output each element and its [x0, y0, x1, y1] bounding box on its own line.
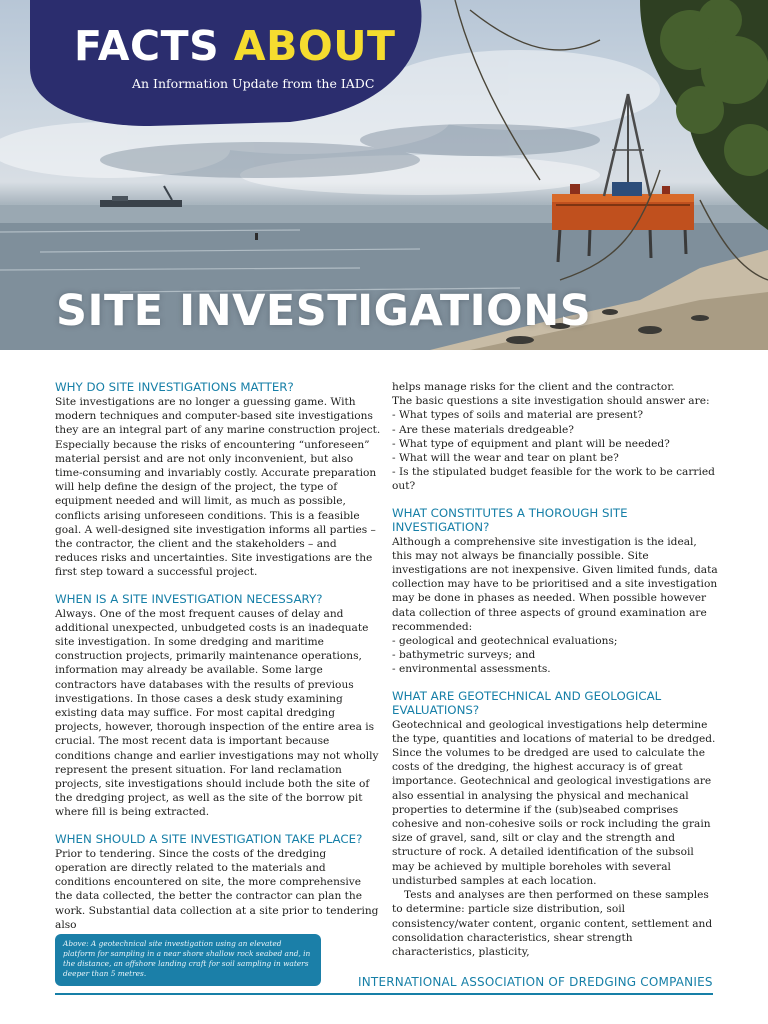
- list-item: - What will the wear and tear on plant be?: [392, 451, 718, 465]
- section-paragraph: Prior to tendering. Since the costs of the dredging operation are directly related to the materials and conditions encountered on site, the more comprehensive the data collected, the better the contractor can plan the work. Substantial data collection at a site prior to tendering also: [55, 847, 379, 931]
- organization-name: INTERNATIONAL ASSOCIATION OF DREDGING COMPANIES: [358, 975, 713, 989]
- section-heading: WHY DO SITE INVESTIGATIONS MATTER?: [55, 380, 294, 394]
- section-heading: WHAT ARE GEOTECHNICAL AND GEOLOGICAL EVALUATIONS?: [392, 688, 662, 717]
- continuation-paragraph: helps manage risks for the client and the contractor.: [392, 381, 675, 393]
- left-column: [55, 380, 381, 932]
- hero-photo: [0, 0, 768, 350]
- right-column: [392, 380, 718, 959]
- title-facts: FACTS: [74, 22, 220, 70]
- facts-about-subtitle: An Information Update from the IADC: [132, 76, 375, 91]
- examination-list: [392, 634, 718, 677]
- list-item: - What type of equipment and plant will be needed?: [392, 437, 718, 451]
- section-paragraph: Always. One of the most frequent causes of delay and additional unexpected, unbudgeted costs is an inadequate site investigation. In some dredging and maritime construction projects, primarily maintenance operations, information may already be available. Some large contractors have databases with the results of previous investigations. In those cases a desk study examining existing data may suffice. For most capital dredging projects, however, thorough inspection of the entire area is crucial. The most recent data is important because conditions change and earlier investigations may not wholly represent the present situation. For land reclamation projects, site investigations should include both the site of the dredging project, as well as the site of the borrow pit where fill is being extracted.: [55, 607, 379, 819]
- footer-divider: [55, 993, 713, 995]
- list-item: - bathymetric surveys; and: [392, 648, 718, 662]
- page-title: SITE INVESTIGATIONS: [56, 286, 592, 336]
- section-heading: WHEN SHOULD A SITE INVESTIGATION TAKE PLACE?: [55, 831, 363, 846]
- list-item: - geological and geotechnical evaluations;: [392, 634, 718, 648]
- list-item: - Are these materials dredgeable?: [392, 423, 718, 437]
- questions-intro: The basic questions a site investigation should answer are:: [392, 395, 710, 408]
- landing-craft-silhouette: [100, 186, 182, 207]
- section-heading: WHEN IS A SITE INVESTIGATION NECESSARY?: [55, 591, 323, 606]
- photo-caption: Above: A geotechnical site investigation using an elevated platform for sampling in a near shore shallow rock seabed and, in the distance, an offshore landing craft for soil sampling in waters deeper than 5 metres.: [55, 934, 321, 986]
- list-item: - environmental assessments.: [392, 662, 718, 676]
- section-paragraph: Site investigations are no longer a guessing game. With modern techniques and computer-based site investigations they are an integral part of any marine construction project. Especially because the risks of encountering “unforeseen” material persist and are not only inconvenient, but also time-consuming and invariably costly. Accurate preparation will help define the design of the project, the type of equipment needed and will limit, as much as possible, conflicts arising unforeseen conditions. This is a feasible goal. A well-designed site investigation informs all parties – the contractor, the client and the stakeholders – and reduces risks and uncertainties. Site investigations are the first step toward a successful project.: [55, 396, 381, 579]
- section-paragraph: Tests and analyses are then performed on these samples to determine: particle size distribution, soil consistency/water content, organic content, settlement and consolidation characteristics, shear strength characteristics, plasticity,: [392, 889, 713, 958]
- facts-about-title: [74, 22, 396, 70]
- questions-list: [392, 408, 718, 493]
- title-about: ABOUT: [233, 22, 396, 70]
- section-heading: WHAT CONSTITUTES A THOROUGH SITE INVESTIGATION?: [392, 505, 628, 534]
- list-item: - Is the stipulated budget feasible for the work to be carried out?: [392, 465, 718, 493]
- list-item: - What types of soils and material are present?: [392, 408, 718, 422]
- section-paragraph: Geotechnical and geological investigations help determine the type, quantities and locations of material to be dredged. Since the volumes to be dredged are used to calculate the costs of the dredging, the highest accuracy is of great importance. Geotechnical and geological investigations are also essential in analysing the physical and mechanical properties to determine if the (sub)seabed comprises cohesive and non-cohesive soils or rock including the grain size of gravel, sand, silt or clay and the strength and structure of rock. A detailed identification of the subsoil may be achieved by multiple boreholes with several undisturbed samples at each location.: [392, 718, 716, 887]
- section-paragraph: Although a comprehensive site investigation is the ideal, this may not always be financially possible. Site investigations are not inexpensive. Given limited funds, data collection may have to be prioritised and a site investigation may be done in phases as needed. When possible however data collection of three aspects of ground examination are recommended:: [392, 535, 718, 633]
